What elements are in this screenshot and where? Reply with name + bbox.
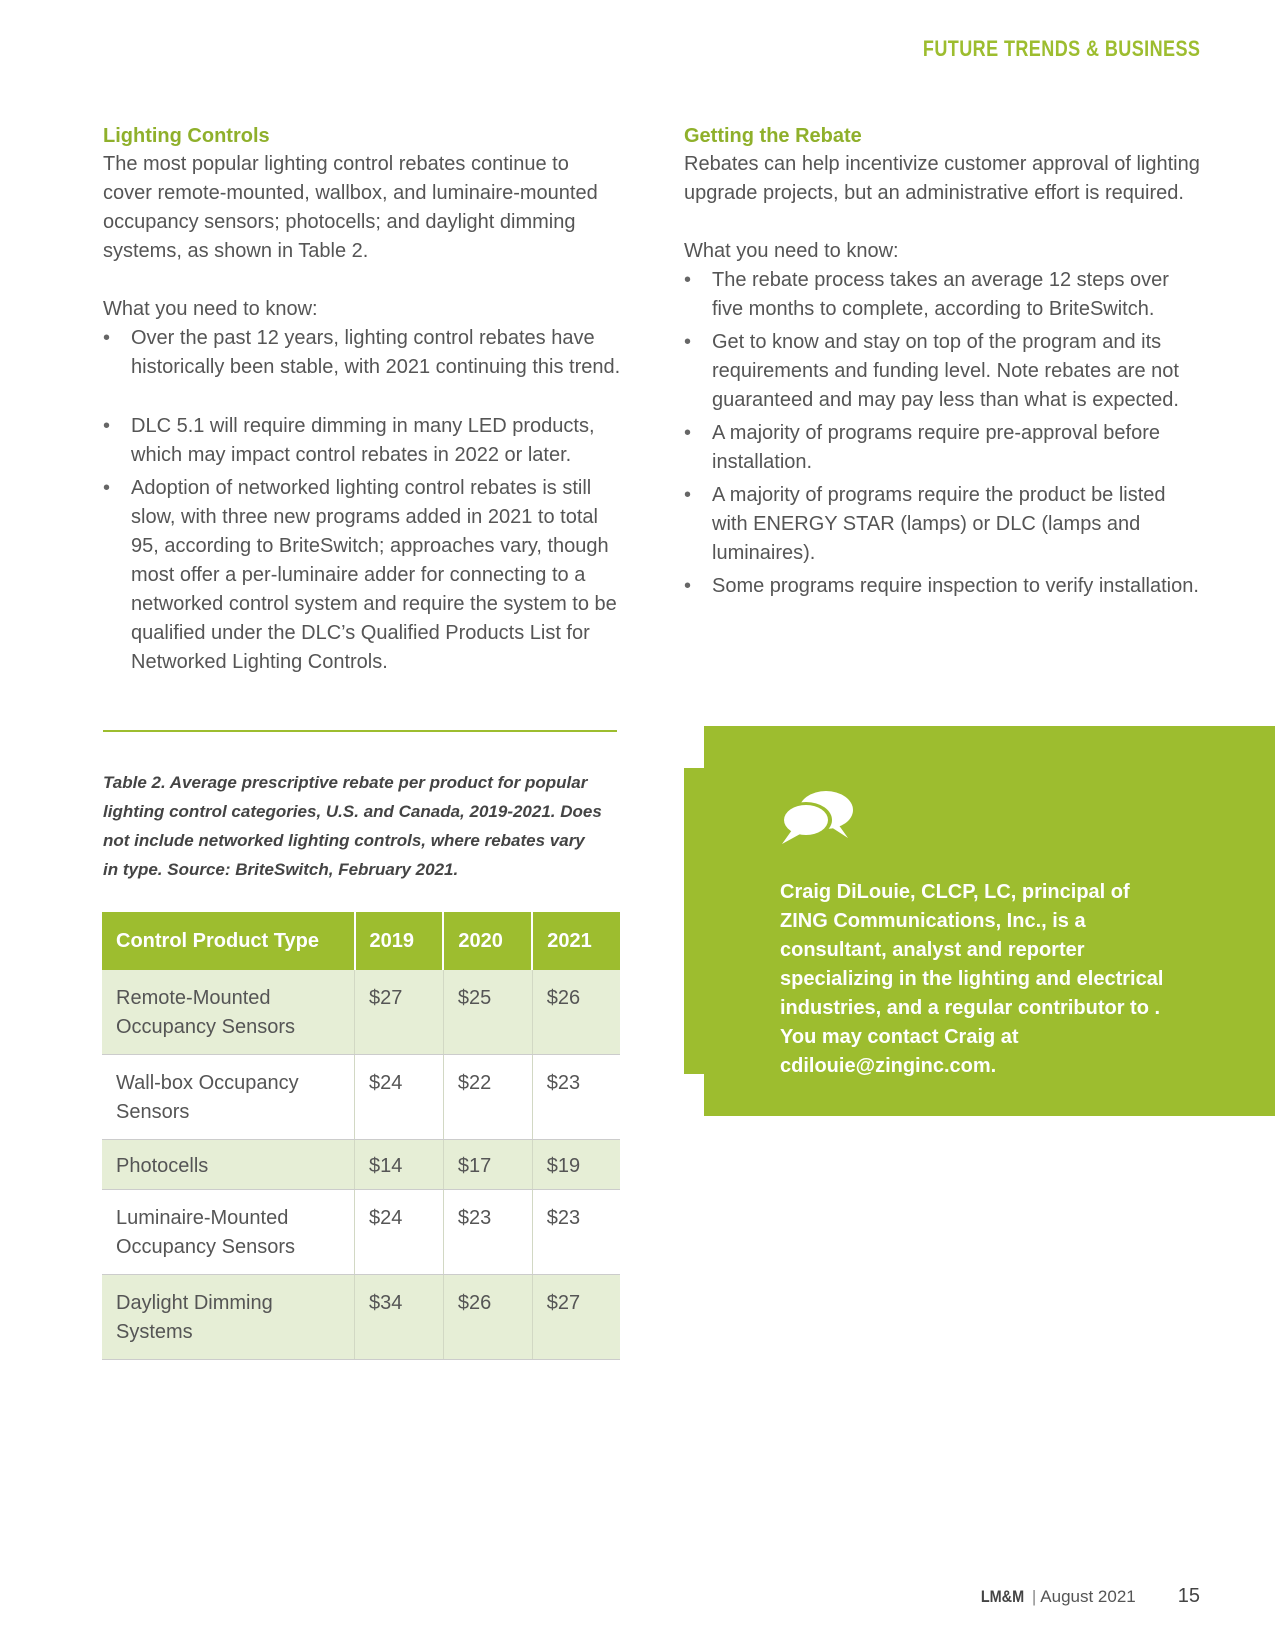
lighting-controls-intro: The most popular lighting control rebates continue to cover remote-mounted, wallbox, and luminaire-mounted occupancy sensors; photocells; and daylight dimming systems, as shown in Table 2.: [103, 153, 598, 262]
table-row: [102, 970, 620, 1055]
right-column: [684, 122, 1204, 605]
rebate-table: [102, 912, 620, 1360]
left-bullet-list: [103, 324, 623, 677]
table-caption: Table 2. Average prescriptive rebate per product for popular lighting control categories, U.S. and Canada, 2019-2021. Does not include networked lighting controls, where rebates vary in type. Source: BriteSwitch, February 2021.: [103, 773, 602, 879]
table-cell: $23: [532, 1190, 620, 1275]
table-cell: Luminaire-Mounted Occupancy Sensors: [102, 1190, 355, 1275]
table-cell: $23: [443, 1190, 532, 1275]
table-row: [102, 1055, 620, 1140]
list-item: • Adoption of networked lighting control rebates is still slow, with three new programs added in 2021 to total 95, according to BriteSwitch; approaches vary, though most offer a per-luminaire adder for connecting to a networked control system and require the system to be qualified under the DLC’s Qualified Products List for Networked Lighting Controls.: [103, 474, 623, 677]
divider: [103, 730, 617, 732]
issue-date: August 2021: [1040, 1587, 1136, 1606]
speech-bubbles-icon: [776, 788, 856, 848]
left-know-label: What you need to know:: [103, 298, 318, 320]
column-header: Control Product Type: [102, 912, 355, 970]
left-column: [103, 122, 623, 681]
table-cell: $27: [532, 1275, 620, 1360]
column-header: 2021: [532, 912, 620, 970]
table-header-row: [102, 912, 620, 970]
list-item: • DLC 5.1 will require dimming in many LED products, which may impact control rebates in 2022 or later.: [103, 412, 623, 470]
table-cell: $24: [355, 1055, 444, 1140]
table-cell: $26: [532, 970, 620, 1055]
getting-rebate-intro: Rebates can help incentivize customer approval of lighting upgrade projects, but an administrative effort is required.: [684, 153, 1200, 204]
table-cell: $14: [355, 1140, 444, 1190]
right-bullet-list: [684, 266, 1204, 601]
author-bio-text: Craig DiLouie, CLCP, LC, principal of ZING Communications, Inc., is a consultant, analyst and reporter specializing in the lighting and electrical industries, and a regular contributor to . You may contact Craig at cdilouie@zinginc.com.: [780, 881, 1164, 1077]
table-row: [102, 1140, 620, 1190]
table-row: [102, 1190, 620, 1275]
list-item: • Some programs require inspection to verify installation.: [684, 572, 1204, 601]
column-header: 2019: [355, 912, 444, 970]
list-item: • A majority of programs require the product be listed with ENERGY STAR (lamps) or DLC (lamps and luminaires).: [684, 481, 1204, 568]
table-cell: $25: [443, 970, 532, 1055]
page-number: 15: [1177, 1585, 1200, 1607]
table-cell: Wall-box Occupancy Sensors: [102, 1055, 355, 1140]
table-cell: $24: [355, 1190, 444, 1275]
list-item: • A majority of programs require pre-approval before installation.: [684, 419, 1204, 477]
table-cell: $22: [443, 1055, 532, 1140]
table-cell: $19: [532, 1140, 620, 1190]
table-row: [102, 1275, 620, 1360]
table-cell: Photocells: [102, 1140, 355, 1190]
footer-separator: |: [1031, 1587, 1037, 1606]
magazine-name: LM&M: [980, 1587, 1025, 1606]
table-cell: $26: [443, 1275, 532, 1360]
section-tag: FUTURE TRENDS & BUSINESS: [922, 36, 1200, 61]
column-header: 2020: [443, 912, 532, 970]
lighting-controls-heading: Lighting Controls: [103, 125, 270, 147]
table-cell: Daylight Dimming Systems: [102, 1275, 355, 1360]
list-item: • The rebate process takes an average 12 steps over five months to complete, according to BriteSwitch.: [684, 266, 1204, 324]
right-know-label: What you need to know:: [684, 240, 899, 262]
table-cell: Remote-Mounted Occupancy Sensors: [102, 970, 355, 1055]
getting-rebate-heading: Getting the Rebate: [684, 125, 862, 147]
table-cell: $23: [532, 1055, 620, 1140]
table-cell: $34: [355, 1275, 444, 1360]
table-cell: $17: [443, 1140, 532, 1190]
page-footer: [977, 1585, 1200, 1608]
list-item: • Over the past 12 years, lighting control rebates have historically been stable, with 2021 continuing this trend.: [103, 324, 623, 382]
list-item: • Get to know and stay on top of the program and its requirements and funding level. Note rebates are not guaranteed and may pay less than what is expected.: [684, 328, 1204, 415]
table-cell: $27: [355, 970, 444, 1055]
author-bio-box: [704, 726, 1275, 1116]
